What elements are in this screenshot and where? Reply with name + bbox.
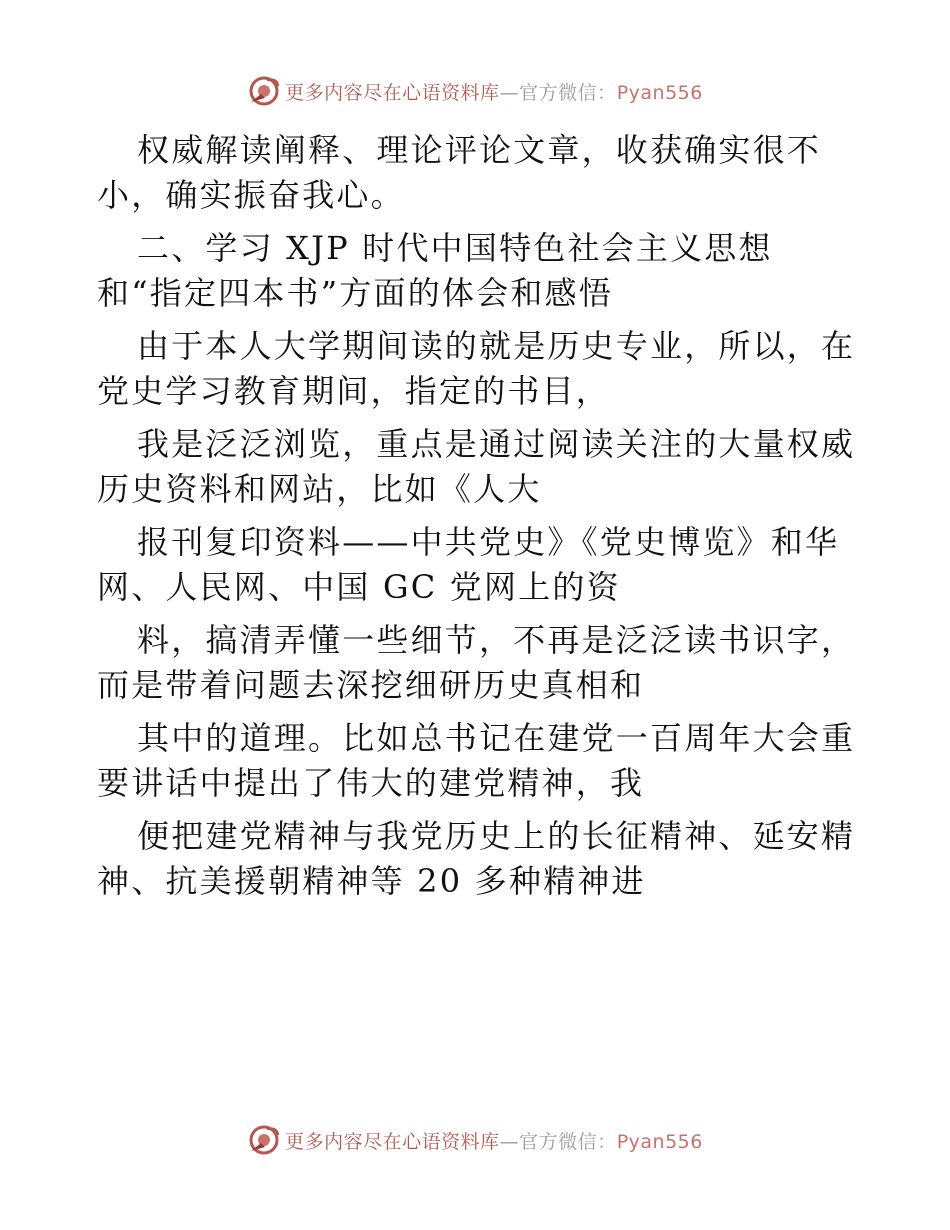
paragraph-line: 便把建党精神与我党历史上的长征精神、延安精 bbox=[137, 817, 856, 855]
paragraph-line: 和“指定四本书”方面的体会和感悟 bbox=[97, 274, 613, 312]
paragraph bbox=[97, 128, 857, 218]
paragraph bbox=[97, 716, 857, 806]
paragraph bbox=[97, 520, 857, 610]
watermark-dash: — bbox=[499, 81, 520, 104]
watermark-text bbox=[285, 78, 703, 105]
footer-watermark bbox=[0, 1120, 950, 1160]
paragraph-line: 神、抗美援朝精神等 20 多种精神进 bbox=[97, 862, 646, 900]
paragraph-line: 报刊复印资料——中共党史》《党史博览》和华 bbox=[137, 523, 840, 561]
watermark-wechat: Pyan556 bbox=[616, 81, 703, 104]
paragraph-line: 其中的道理。比如总书记在建党一百周年大会重 bbox=[137, 719, 856, 757]
paragraph-line: 党史学习教育期间，指定的书目， bbox=[97, 372, 611, 410]
paragraph-line: 二、学习 XJP 时代中国特色社会主义思想 bbox=[137, 229, 773, 267]
paragraph-line: 我是泛泛浏览，重点是通过阅读关注的大量权威 bbox=[137, 425, 856, 463]
paragraph-line: 要讲话中提出了伟大的建党精神，我 bbox=[97, 764, 645, 802]
paragraph-line: 由于本人大学期间读的就是历史专业，所以，在 bbox=[137, 327, 856, 365]
watermark-brand: 更多内容尽在心语资料库 bbox=[285, 81, 500, 104]
paragraph-line: 网、人民网、中国 GC 党网上的资 bbox=[97, 568, 621, 606]
watermark-dash: — bbox=[499, 1130, 520, 1153]
header-watermark bbox=[0, 71, 950, 111]
paragraph-line: 历史资料和网站，比如《人大 bbox=[97, 470, 542, 508]
watermark-brand: 更多内容尽在心语资料库 bbox=[285, 1130, 500, 1153]
paragraph bbox=[97, 618, 857, 708]
paragraph bbox=[97, 422, 857, 512]
watermark-text bbox=[285, 1127, 703, 1154]
watermark-label: 官方微信： bbox=[519, 1130, 617, 1153]
paragraph-line: 小，确实振奋我心。 bbox=[97, 176, 405, 214]
paragraph bbox=[97, 814, 857, 904]
document-body bbox=[97, 128, 857, 904]
watermark-label: 官方微信： bbox=[519, 81, 617, 104]
watermark-wechat: Pyan556 bbox=[616, 1130, 703, 1153]
paragraph bbox=[97, 324, 857, 414]
logo-icon bbox=[247, 74, 281, 108]
paragraph-line: 料，搞清弄懂一些细节，不再是泛泛读书识字， bbox=[137, 621, 856, 659]
paragraph-line: 而是带着问题去深挖细研历史真相和 bbox=[97, 666, 645, 704]
section-heading bbox=[97, 226, 857, 316]
paragraph-line: 权威解读阐释、理论评论文章，收获确实很不 bbox=[137, 131, 822, 169]
logo-icon bbox=[247, 1123, 281, 1157]
